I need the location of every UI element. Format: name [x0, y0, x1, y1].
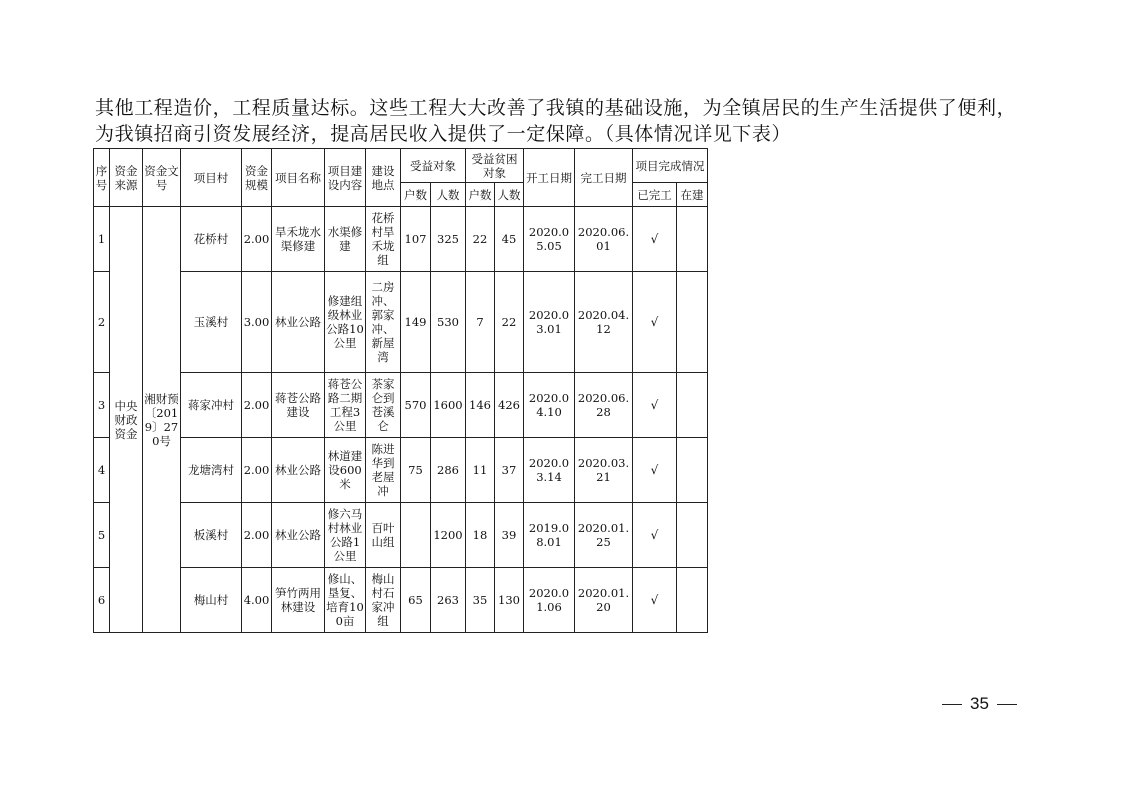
header-completion: 项目完成情况 — [633, 149, 708, 183]
row-persons: 530 — [431, 272, 466, 373]
page-number: 35 — [970, 694, 989, 713]
row-in-progress — [677, 568, 708, 633]
table-row — [94, 438, 708, 503]
header-scale: 资金规模 — [242, 149, 272, 207]
row-poor-persons: 37 — [495, 438, 524, 503]
row-persons: 1600 — [431, 373, 466, 438]
page-dash-right — [997, 704, 1017, 705]
row-poor-persons: 45 — [495, 207, 524, 272]
row-end-date: 2020.01.25 — [575, 503, 633, 568]
row-project-name: 林业公路 — [272, 438, 325, 503]
header-in-progress: 在建 — [677, 183, 708, 207]
header-poor-beneficiaries: 受益贫困对象 — [466, 149, 524, 183]
header-row-1 — [94, 149, 708, 183]
row-poor-households: 22 — [466, 207, 495, 272]
row-households: 75 — [401, 438, 431, 503]
row-seq: 2 — [94, 272, 110, 373]
row-completed-check: √ — [633, 438, 677, 503]
row-location: 梅山村石家冲组 — [366, 568, 401, 633]
row-location: 二房冲、郭家冲、新屋湾 — [366, 272, 401, 373]
row-start-date: 2020.03.14 — [524, 438, 575, 503]
row-end-date: 2020.04.12 — [575, 272, 633, 373]
paragraph-line-2: 为我镇招商引资发展经济，提高居民收入提供了一定保障。（具体情况详见下表） — [95, 123, 792, 145]
row-poor-households: 7 — [466, 272, 495, 373]
header-village: 项目村 — [181, 149, 242, 207]
row-poor-persons: 130 — [495, 568, 524, 633]
row-village: 蒋家冲村 — [181, 373, 242, 438]
row-poor-households: 35 — [466, 568, 495, 633]
header-fund-source: 资金来源 — [110, 149, 143, 207]
row-completed-check: √ — [633, 272, 677, 373]
row-seq: 4 — [94, 438, 110, 503]
row-poor-households: 11 — [466, 438, 495, 503]
page-number-footer — [934, 694, 1025, 714]
intro-paragraph — [95, 95, 1045, 147]
header-end-date: 完工日期 — [575, 149, 633, 207]
header-completed: 已完工 — [633, 183, 677, 207]
row-scale: 4.00 — [242, 568, 272, 633]
table-row — [94, 568, 708, 633]
header-project-name: 项目名称 — [272, 149, 325, 207]
row-village: 龙塘湾村 — [181, 438, 242, 503]
row-project-name: 笋竹两用林建设 — [272, 568, 325, 633]
row-end-date: 2020.06.28 — [575, 373, 633, 438]
row-content: 修六马村林业公路1公里 — [325, 503, 366, 568]
row-completed-check: √ — [633, 373, 677, 438]
header-seq: 序号 — [94, 149, 110, 207]
project-table — [93, 148, 708, 633]
header-households: 户数 — [401, 183, 431, 207]
paragraph-line-1: 其他工程造价，工程质量达标。这些工程大大改善了我镇的基础设施，为全镇居民的生产生活提供了便利， — [95, 97, 1017, 119]
row-persons: 286 — [431, 438, 466, 503]
row-in-progress — [677, 207, 708, 272]
row-households: 149 — [401, 272, 431, 373]
row-persons: 1200 — [431, 503, 466, 568]
row-completed-check: √ — [633, 503, 677, 568]
row-project-name: 旱禾垅水渠修建 — [272, 207, 325, 272]
header-content: 项目建设内容 — [325, 149, 366, 207]
row-households: 107 — [401, 207, 431, 272]
row-village: 玉溪村 — [181, 272, 242, 373]
header-location: 建设地点 — [366, 149, 401, 207]
row-seq: 3 — [94, 373, 110, 438]
row-location: 陈进华到老屋冲 — [366, 438, 401, 503]
row-location: 茶家仑到苍溪仑 — [366, 373, 401, 438]
page-dash-left — [942, 704, 962, 705]
header-poor-households: 户数 — [466, 183, 495, 207]
row-households — [401, 503, 431, 568]
header-poor-persons: 人数 — [495, 183, 524, 207]
row-location: 花桥村旱禾垅组 — [366, 207, 401, 272]
row-content: 修建组级林业公路10公里 — [325, 272, 366, 373]
row-village: 梅山村 — [181, 568, 242, 633]
header-start-date: 开工日期 — [524, 149, 575, 207]
row-project-name: 蒋苍公路建设 — [272, 373, 325, 438]
row-location: 百叶山组 — [366, 503, 401, 568]
row-households: 65 — [401, 568, 431, 633]
fund-doc-cell: 湘财预〔2019〕270号 — [143, 207, 181, 633]
row-scale: 2.00 — [242, 438, 272, 503]
row-start-date: 2020.01.06 — [524, 568, 575, 633]
row-start-date: 2020.05.05 — [524, 207, 575, 272]
row-completed-check: √ — [633, 207, 677, 272]
header-beneficiaries: 受益对象 — [401, 149, 466, 183]
row-in-progress — [677, 438, 708, 503]
row-poor-persons: 39 — [495, 503, 524, 568]
row-households: 570 — [401, 373, 431, 438]
table-row — [94, 373, 708, 438]
row-scale: 3.00 — [242, 272, 272, 373]
row-project-name: 林业公路 — [272, 503, 325, 568]
row-project-name: 林业公路 — [272, 272, 325, 373]
row-poor-households: 18 — [466, 503, 495, 568]
row-content: 林道建设600米 — [325, 438, 366, 503]
row-seq: 1 — [94, 207, 110, 272]
row-in-progress — [677, 373, 708, 438]
row-persons: 263 — [431, 568, 466, 633]
header-persons: 人数 — [431, 183, 466, 207]
row-scale: 2.00 — [242, 503, 272, 568]
table-row — [94, 207, 708, 272]
row-seq: 5 — [94, 503, 110, 568]
row-village: 板溪村 — [181, 503, 242, 568]
header-fund-doc: 资金文号 — [143, 149, 181, 207]
table-row — [94, 272, 708, 373]
row-poor-persons: 22 — [495, 272, 524, 373]
row-seq: 6 — [94, 568, 110, 633]
row-content: 蒋苍公路二期工程3公里 — [325, 373, 366, 438]
row-village: 花桥村 — [181, 207, 242, 272]
fund-source-cell: 中央财政资金 — [110, 207, 143, 633]
row-end-date: 2020.01.20 — [575, 568, 633, 633]
table-row — [94, 503, 708, 568]
row-completed-check: √ — [633, 568, 677, 633]
row-in-progress — [677, 272, 708, 373]
row-end-date: 2020.06.01 — [575, 207, 633, 272]
row-scale: 2.00 — [242, 207, 272, 272]
row-start-date: 2020.04.10 — [524, 373, 575, 438]
row-poor-households: 146 — [466, 373, 495, 438]
row-scale: 2.00 — [242, 373, 272, 438]
row-content: 水渠修建 — [325, 207, 366, 272]
row-in-progress — [677, 503, 708, 568]
row-persons: 325 — [431, 207, 466, 272]
row-content: 修山、垦复、培育100亩 — [325, 568, 366, 633]
row-start-date: 2020.03.01 — [524, 272, 575, 373]
row-start-date: 2019.08.01 — [524, 503, 575, 568]
row-end-date: 2020.03.21 — [575, 438, 633, 503]
row-poor-persons: 426 — [495, 373, 524, 438]
